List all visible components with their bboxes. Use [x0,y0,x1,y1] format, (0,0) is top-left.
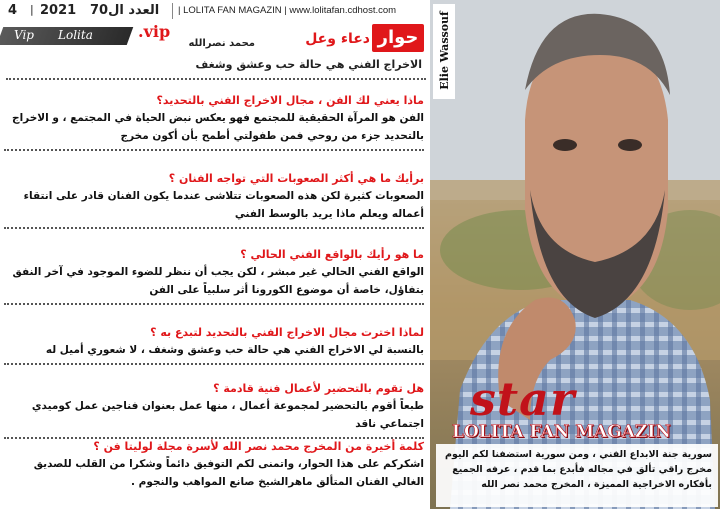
article-subtitle: الاخراج الفني هي حالة حب وعشق وشغف [195,58,422,71]
issue-year: 2021 [40,3,77,18]
issue-number: العدد ال70 [90,3,160,18]
question: كلمة أخيرة من المخرج محمد نصر الله لأسرة مجلة لوليتا فن ؟ [93,440,424,453]
qa-block [4,438,424,491]
vip-banner [0,25,135,45]
header-separator: | [30,3,34,16]
photographer-name: Elie Wassouf [438,11,451,90]
answer: الفن هو المرآة الحقيقية للمجتمع فهو يعكس نبض الحياة في المجتمع ، و الاخراج بالتحديد جزء من روحي فمن طفولتي أطمح بأن أكون مخرج [12,112,424,142]
question: لماذا اخترت مجال الاخراج الفني بالتحديد لتبدع به ؟ [150,326,424,339]
header-divider [172,3,173,19]
qa-block [4,170,424,229]
answer: الصعوبات كثيرة لكن هذه الصعوبات تتلاشى عندما يكون الفنان قادر على انتقاء أعماله ويعلم ماذا يريد بالوسط الفني [23,190,424,220]
qa-block [4,246,424,305]
answer: الواقع الفني الحالي غير مبشر ، لكن يجب أن ننظر للضوء الموجود في آخر النفق بتفاؤل، خاصة أن موضوع الكورونا أثر سلبياً على الفن [12,266,424,296]
vip-label: Vip [14,28,34,42]
question: ماذا يعني لك الفن ، مجال الاخراج الفني بالتحديد؟ [156,94,424,107]
author-name: محمد نصرالله [188,38,255,49]
answer: بالنسبة لي الاخراج الفني هي حالة حب وعشق وشغف ، لا شعوري أميل له [45,344,424,356]
caption-text: سورية جنة الابداع الفني ، ومن سورية استضفنا لكم اليوم مخرج راقي تألق في مجاله فأبدع بما قدم ، عرفه الجميع بأفكاره الاخراجية المميزة ، المخرج محمد نصر الله [445,449,712,490]
page-number: 4 [8,3,18,18]
magazine-title: LOLITA FAN MAGAZIN [452,422,671,442]
divider [4,149,424,151]
question: ما هو رأيك بالواقع الفني الحالي ؟ [240,248,424,261]
guest-name: دعاء وعل [305,31,370,47]
photo-caption [436,444,718,507]
answer: طبعاً أقوم بالتحضير لمجموعة أعمال ، منها عمل بعنوان فناجين عمل كوميدي اجتماعي ناقد [31,400,424,430]
section-tag: حوار [372,24,424,52]
question: برأيك ما هي أكثر الصعوبات التي تواجه الفنان ؟ [168,172,424,185]
answer: اشكركم على هذا الحوار، واتمنى لكم التوفيق دائماً وشكرا من القلب للصديق الغالي الفنان المتألق ماهرالشيخ صانع المواهب والنجوم . [33,458,424,488]
divider [4,303,424,305]
divider [6,78,426,80]
vip-logo: .vip [138,22,171,41]
page-header [0,0,430,22]
qa-block [4,380,424,439]
qa-block [4,324,424,365]
star-title: star [470,372,576,426]
lolita-label: Lolita [58,28,93,42]
divider [4,227,424,229]
photographer-brand [433,4,455,99]
question: هل تقوم بالتحضير لأعمال فنية قادمة ؟ [213,382,424,395]
divider [4,363,424,365]
magazine-site: | LOLITA FAN MAGAZIN | www.lolitafan.cdhost.com [178,5,397,16]
qa-block [4,92,424,151]
